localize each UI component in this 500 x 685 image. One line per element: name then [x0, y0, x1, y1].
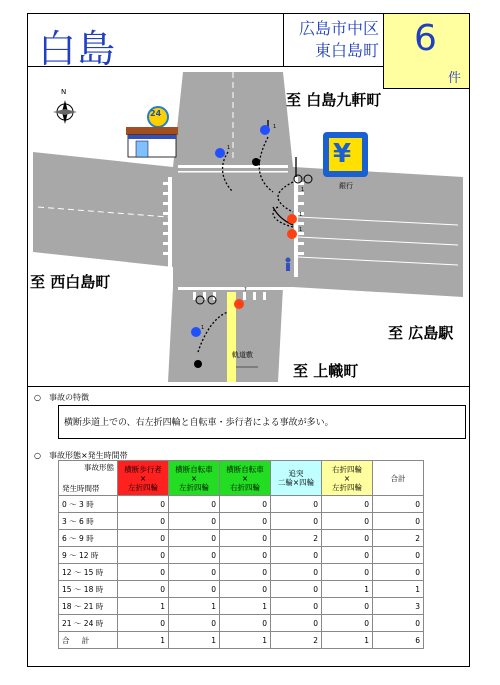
bank-label: 銀行 [339, 182, 353, 190]
count-cell: 0 [118, 615, 169, 632]
road-south [168, 287, 283, 382]
count-cell: 0 [322, 564, 373, 581]
count-cell: 0 [220, 513, 271, 530]
count-cell: 0 [271, 581, 322, 598]
report-frame [27, 13, 470, 667]
direction-west-label: 至 西白島町 [30, 273, 111, 291]
time-band-cell: 0 ～ 3 時 [59, 496, 118, 513]
marker-count: 1 [301, 187, 305, 193]
count-cell: 0 [169, 547, 220, 564]
count-cell: 0 [373, 615, 424, 632]
corner-bottom-label: 発生時間帯 [62, 484, 100, 493]
count-cell: 0 [118, 530, 169, 547]
marker-count: 1 [227, 145, 231, 151]
count-cell: 0 [169, 530, 220, 547]
count-cell: 0 [271, 615, 322, 632]
count-cell: 0 [220, 581, 271, 598]
section-divider [28, 386, 469, 387]
features-box [58, 405, 466, 439]
count-cell: 2 [271, 632, 322, 649]
marker-count: 1 [201, 325, 205, 331]
intersection-map [28, 67, 469, 385]
count-cell: 0 [169, 615, 220, 632]
count-cell: 0 [169, 581, 220, 598]
count-cell: 3 [373, 598, 424, 615]
area-box [283, 14, 383, 66]
table-title-text: 事故形態×発生時間帯 [48, 451, 128, 460]
count-cell: 0 [322, 598, 373, 615]
count-cell: 0 [271, 496, 322, 513]
marker-count: 1 [299, 227, 303, 233]
store-sign: 24 [150, 109, 162, 118]
direction-east-label: 至 広島駅 [388, 324, 454, 342]
count-cell: 2 [373, 530, 424, 547]
accident-table [58, 460, 424, 649]
count-cell: 0 [373, 564, 424, 581]
count-cell: 0 [220, 564, 271, 581]
count-cell: 0 [220, 547, 271, 564]
count-cell: 0 [373, 496, 424, 513]
pedestrian-icon [286, 258, 291, 272]
count-cell: 0 [169, 513, 220, 530]
count-cell: 1 [118, 598, 169, 615]
time-band-cell: 21 ～ 24 時 [59, 615, 118, 632]
count-cell: 1 [322, 581, 373, 598]
count-cell: 0 [169, 564, 220, 581]
count-cell: 0 [220, 496, 271, 513]
features-text: 横断歩道上での、右左折四輪と自転車・歩行者による事故が多い。 [64, 418, 334, 428]
count-cell: 6 [373, 632, 424, 649]
page-title: 白島 [38, 27, 117, 71]
features-title-text: 事故の特徴 [48, 393, 89, 402]
count-cell: 0 [220, 530, 271, 547]
time-band-cell: 18 ～ 21 時 [59, 598, 118, 615]
count-cell: 0 [373, 513, 424, 530]
count-cell: 0 [118, 496, 169, 513]
time-band-cell: 12 ～ 15 時 [59, 564, 118, 581]
count-cell: 0 [118, 564, 169, 581]
count-cell: 0 [271, 564, 322, 581]
count-cell: 0 [118, 513, 169, 530]
table-header-row [59, 461, 424, 496]
corner-top-label: 事故形態 [84, 463, 114, 472]
column-header: 横断自転車 × 右折四輪 [220, 461, 271, 496]
column-header: 合計 [373, 461, 424, 496]
direction-south-label: 至 上幟町 [293, 362, 359, 380]
count-cell: 0 [118, 547, 169, 564]
table-row [59, 513, 424, 530]
count-cell: 1 [373, 581, 424, 598]
marker-count: 1 [299, 212, 303, 218]
count-cell: 0 [322, 513, 373, 530]
road-east [293, 167, 463, 297]
table-row [59, 547, 424, 564]
table-row [59, 615, 424, 632]
area-line2: 東白島町 [314, 41, 379, 60]
compass-icon [53, 100, 77, 124]
count-cell: 0 [322, 496, 373, 513]
time-band-cell: 15 ～ 18 時 [59, 581, 118, 598]
area-line1: 広島市中区 [298, 19, 379, 38]
count-cell: 1 [118, 632, 169, 649]
direction-north-label: 至 白島九軒町 [286, 91, 382, 109]
table-row [59, 581, 424, 598]
road-west [33, 152, 173, 267]
column-header: 追突 二輪×四輪 [271, 461, 322, 496]
count-cell: 1 [169, 632, 220, 649]
table-row [59, 530, 424, 547]
corner-cell [59, 461, 118, 496]
column-header: 横断自転車 × 左折四輪 [169, 461, 220, 496]
column-header: 横断歩行者 × 左折四輪 [118, 461, 169, 496]
intersection-center [173, 167, 293, 287]
count-cell: 0 [169, 496, 220, 513]
count-cell: 1 [220, 598, 271, 615]
count-cell: 0 [322, 615, 373, 632]
marker-unknown: ? [244, 287, 247, 293]
count-cell: 1 [169, 598, 220, 615]
table-row [59, 564, 424, 581]
count-cell: 0 [271, 513, 322, 530]
count-cell: 0 [373, 547, 424, 564]
count-cell: 0 [118, 581, 169, 598]
table-row [59, 598, 424, 615]
count-cell: 1 [322, 632, 373, 649]
count-cell: 0 [322, 530, 373, 547]
marker-count: 1 [273, 124, 277, 130]
count-cell: 0 [322, 547, 373, 564]
accident-count-unit: 件 [447, 71, 461, 86]
count-cell: 1 [220, 632, 271, 649]
time-band-cell: 9 ～ 12 時 [59, 547, 118, 564]
north-label: N [61, 88, 67, 96]
track-label: 軌道敷 [232, 351, 253, 359]
time-band-cell: 合 計 [59, 632, 118, 649]
table-title: ○ 事故形態×発生時間帯 [34, 451, 128, 460]
table-row [59, 632, 424, 649]
column-header: 右折四輪 × 左折四輪 [322, 461, 373, 496]
time-band-cell: 3 ～ 6 時 [59, 513, 118, 530]
table-body [59, 496, 424, 649]
yen-icon: ¥ [333, 139, 352, 169]
count-cell: 0 [271, 547, 322, 564]
features-title: ○ 事故の特徴 [34, 393, 89, 402]
count-cell: 2 [271, 530, 322, 547]
table-row [59, 496, 424, 513]
count-cell: 0 [220, 615, 271, 632]
time-band-cell: 6 ～ 9 時 [59, 530, 118, 547]
count-cell: 0 [271, 598, 322, 615]
accident-count: 6 [414, 18, 437, 59]
